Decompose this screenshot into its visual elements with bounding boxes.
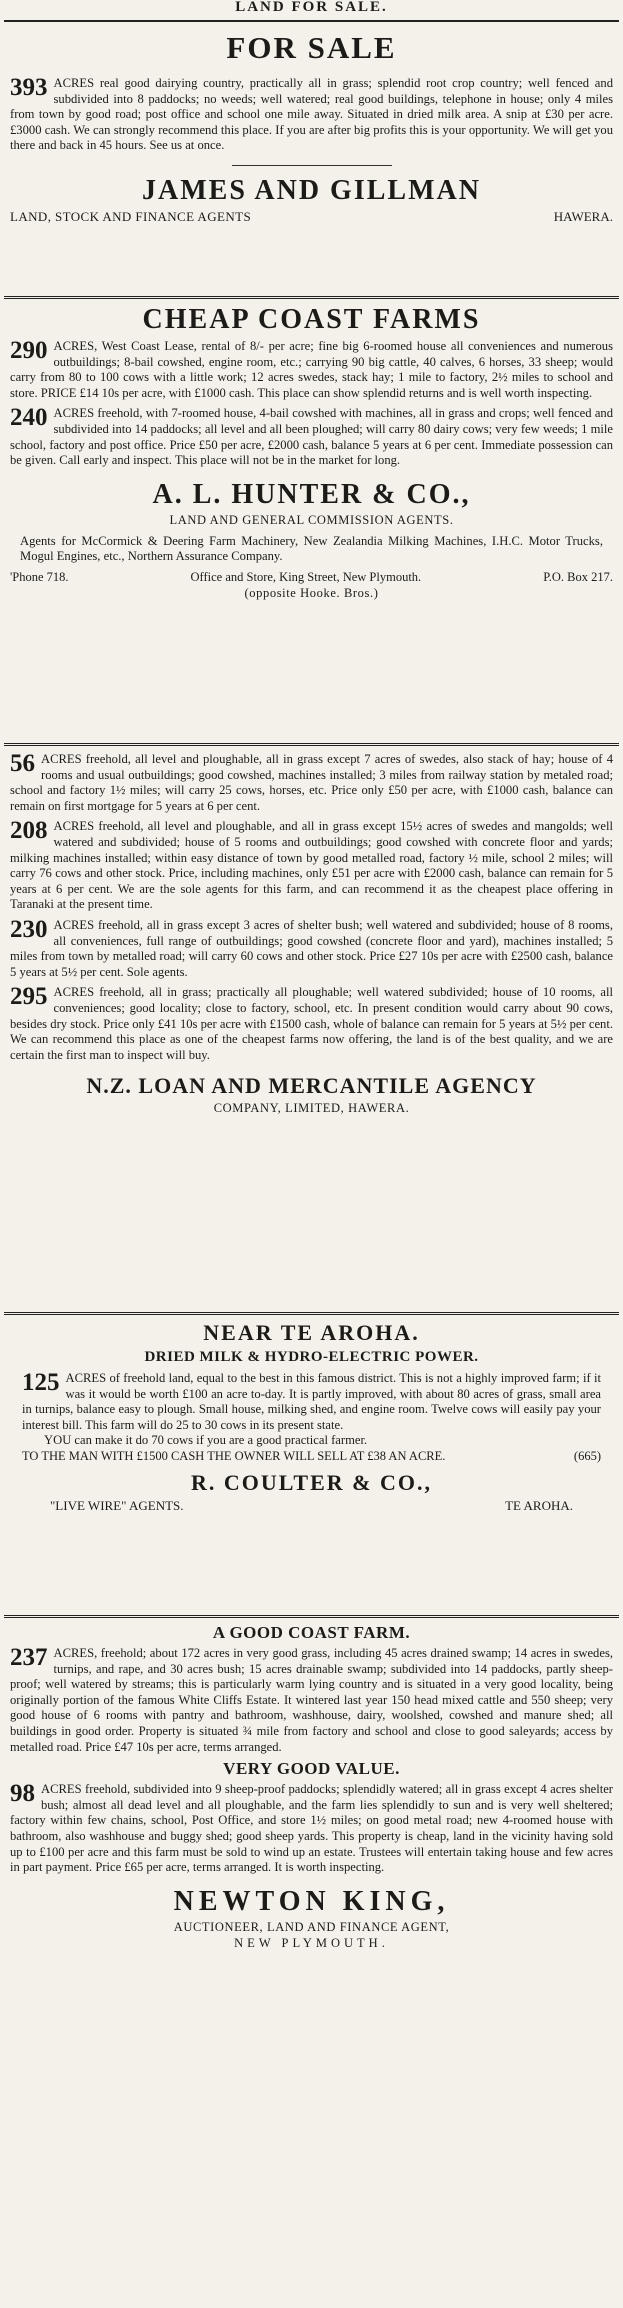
agent-desc: "LIVE WIRE" AGENTS. xyxy=(50,1497,184,1513)
phone: 'Phone 718. xyxy=(10,569,69,584)
ad-headline: NEAR TE AROHA. xyxy=(203,1320,420,1345)
ad-nz-loan xyxy=(0,752,623,1308)
listing xyxy=(10,915,613,980)
agent-row xyxy=(10,1497,613,1515)
listing-text: ACRES freehold, with 7-roomed house, 4-bail cowshed with machines, all in grass and crops; well fenced and subdivided into 14 paddocks; all level and all been ploughed; will carry 80 dairy cows; very few weeds; 1 mile school, factory and post office. Price £50 per acre, £2000 cash, balance 5 years at 6 per cent. Immediate possession can be given. Call early and inspect. This place will not be in the market for long. xyxy=(10,406,613,468)
listing-text: ACRES freehold, all level and ploughable, and all in grass except 15½ acres of swedes and mangolds; well watered and subdivided; house of 5 rooms and outbuildings; good cowshed with concrete floor and yards; milking machines installed; within easy distance of town by good metalled road, factory ½ mile, school 2 miles; will carry 76 cows and other stock. Price, including machines, only £51 per acre with £2000 cash, balance can remain for 5 years at 6 per cent. We are the sole agents for this farm, and can recommend it as the cheapest place offering in Taranaki at the present time. xyxy=(10,819,613,912)
listing xyxy=(10,985,613,1063)
listing xyxy=(10,339,613,401)
office-note: (opposite Hooke. Bros.) xyxy=(244,585,379,600)
agent-desc: LAND AND GENERAL COMMISSION AGENTS. xyxy=(169,512,454,527)
listing-number: 295 xyxy=(10,983,48,1011)
divider xyxy=(4,296,619,299)
listing xyxy=(10,1646,613,1755)
listing-text: ACRES freehold, all in grass except 3 acres of shelter bush; well watered and subdivided; house of 8 rooms, all conveniences, full range of outbuildings; good cowshed (concrete floor and yard), machines installed; 5 miles from town by metalled road; will carry 60 cows and other stock. Price £27 10s per acre with £2500 cash, balance 5 years at 5½ per cent. Sole agents. xyxy=(10,917,613,979)
agent-desc: AUCTIONEER, LAND AND FINANCE AGENT, xyxy=(173,1919,450,1934)
office-address: Office and Store, King Street, New Plymouth. xyxy=(190,569,422,584)
ad-headline: A GOOD COAST FARM. xyxy=(212,1623,411,1642)
listing-number: 125 xyxy=(22,1369,60,1396)
contact-row xyxy=(10,569,613,585)
ad-hunter xyxy=(0,303,623,739)
listing-number: 290 xyxy=(10,337,48,364)
listing-number: 98 xyxy=(10,1780,35,1808)
ad-james-gillman xyxy=(0,30,623,292)
ad-line: YOU can make it do 70 cows if you are a good practical farmer. xyxy=(44,1433,368,1448)
listing-number: 230 xyxy=(10,915,48,943)
listing xyxy=(22,1371,601,1433)
ad-ref: (665) xyxy=(573,1448,601,1463)
agent-name: A. L. HUNTER & CO., xyxy=(152,478,471,510)
agent-name: R. COULTER & CO., xyxy=(191,1469,432,1495)
divider xyxy=(4,743,619,746)
ad-coulter xyxy=(0,1319,623,1611)
agent-name: N.Z. LOAN AND MERCANTILE AGENCY xyxy=(86,1073,537,1099)
ad-headline: CHEAP COAST FARMS xyxy=(142,304,481,335)
listing-number: 208 xyxy=(10,817,48,845)
agent-desc: LAND, STOCK AND FINANCE AGENTS xyxy=(10,208,252,224)
listing-text: ACRES real good dairying country, practically all in grass; splendid root crop country; well fenced and subdivided into 8 paddocks; no weeds; well watered; real good buildings, telephone in house; only 4 miles from town by good road; post office and school one mile away. Situated in dried milk area. A snip at £30 per acre. £3000 cash. We can strongly recommend this place. If you are after big profits this is your opportunity. We will get you there and back in 45 hours. See us at once. xyxy=(10,76,613,153)
listing xyxy=(10,406,613,468)
agent-name: JAMES AND GILLMAN xyxy=(142,174,481,206)
agent-name: NEWTON KING, xyxy=(173,1885,450,1917)
ad-headline: FOR SALE xyxy=(226,30,397,65)
listing xyxy=(10,752,613,814)
agent-town: NEW PLYMOUTH. xyxy=(234,1935,389,1950)
agent-town: HAWERA. xyxy=(553,208,613,224)
ad-line: TO THE MAN WITH £1500 CASH THE OWNER WILL SELL AT £38 AN ACRE. xyxy=(22,1448,446,1463)
listing xyxy=(10,1782,613,1876)
agent-note: Agents for McCormick & Deering Farm Machinery, New Zealandia Milking Machines, I.H.C. Motor Trucks, Mogul Engines, etc., Northern Assurance Company. xyxy=(20,533,603,564)
listing-text: ACRES freehold, all in grass; practically all ploughable; well watered subdivided; house of 10 rooms, all conveniences; good locality; close to factory, school, etc. In present condition would carry about 90 cows, besides dry stock. Price only £41 10s per acre with £1500 cash, whole of balance can remain for 5 years at 5½ per cent. We can recommend this place as one of the cheapest farms now offering, the land is of the best quality, and we are certain the first man to inspect will buy. xyxy=(10,985,613,1062)
section-header: LAND FOR SALE. xyxy=(235,0,388,15)
listing-number: 240 xyxy=(10,404,48,432)
listing-text: ACRES, freehold; about 172 acres in very good grass, including 45 acres drained swamp; 14 acres in swedes, turnips, and rape, and 30 acres bush; 15 acres drainable swamp; subdivided into 14 paddocks, partly sheep-proof; well watered by streams; this is particularly warm lying country and is situated in a very good locality, being originally portion of the famous White Cliffs Estate. It wintered last year 150 head mixed cattle and 550 sheep; very good house of 6 rooms with pantry and bathroom, washhouse, dairy, woolshed, cowshed and manure shed; all buildings in good order. Property is situated ¾ mile from factory and school and close to good saleyards; access by metalled road. Price £47 10s per acre, terms arranged. xyxy=(10,1646,613,1754)
listing-number: 56 xyxy=(10,750,35,777)
ad-subheadline: DRIED MILK & HYDRO-ELECTRIC POWER. xyxy=(144,1349,479,1365)
listing-number: 237 xyxy=(10,1644,48,1671)
ad-headline: VERY GOOD VALUE. xyxy=(223,1759,400,1779)
listing-number: 393 xyxy=(10,74,48,101)
listing-text: ACRES freehold, subdivided into 9 sheep-proof paddocks; splendidly watered; all in grass except 4 acres shelter bush; almost all dead level and all ploughable, and the farm lies splendidly to sun and is very well sheltered; factory within few chains, school, Post Office, and store 1½ miles; on good metal road; new 4-roomed house with bathroom, also washhouse and buggy shed; good sheep yards. This property is cheap, land in the vicinity having sold up to £100 per acre and this farm must be sold to wind up an estate. Trustees will entertain taking house and few acres in part payment. Price £65 per acre, terms arranged. It is worth inspecting. xyxy=(10,1782,613,1875)
ad-newton-king xyxy=(0,1622,623,1951)
agent-row xyxy=(10,208,613,226)
divider xyxy=(232,165,392,166)
agent-town: TE AROHA. xyxy=(505,1497,573,1513)
divider xyxy=(4,1615,619,1618)
agent-desc: COMPANY, LIMITED, HAWERA. xyxy=(213,1101,410,1116)
listing-text: ACRES, West Coast Lease, rental of 8/- per acre; fine big 6-roomed house all conveniences and numerous outbuildings; 8-bail cowshed, engine room, etc.; carrying 90 big cattle, 40 calves, 6 horses, 33 sheep; would carry from 80 to 100 cows with a little work; 12 acres swedes, stack hay; 1 mile to factory, 2½ miles to school and store. PRICE £14 10s per acre, with £1000 cash. This place can show splendid returns and is well worth inspecting. xyxy=(10,339,613,400)
divider xyxy=(4,20,619,22)
listing xyxy=(10,819,613,913)
listing-text: ACRES of freehold land, equal to the best in this famous district. This is not a highly improved farm; if it was it would be worth £100 an acre to-day. It is partly improved, with about 80 acres of grass, small area in turnips, balance easy to plough. Small house, milking shed, and engine room. Twelve cows will easily pay your interest bill. This farm will do 25 to 30 cows in its present state. xyxy=(22,1371,601,1432)
listing xyxy=(10,76,613,154)
listing-text: ACRES freehold, all level and ploughable, all in grass except 7 acres of swedes, also stack of hay; house of 4 rooms and usual outbuildings; good cowshed, machines installed; 3 miles from railway station by metaled road; school and factory 1½ miles; will carry 25 cows, horses, etc. Price only £50 per acre, with £1000 cash, balance can remain on first mortgage for 5 years at 6 per cent. xyxy=(10,752,613,813)
divider xyxy=(4,1312,619,1315)
po-box: P.O. Box 217. xyxy=(543,569,613,584)
ad-line-row xyxy=(22,1449,601,1465)
